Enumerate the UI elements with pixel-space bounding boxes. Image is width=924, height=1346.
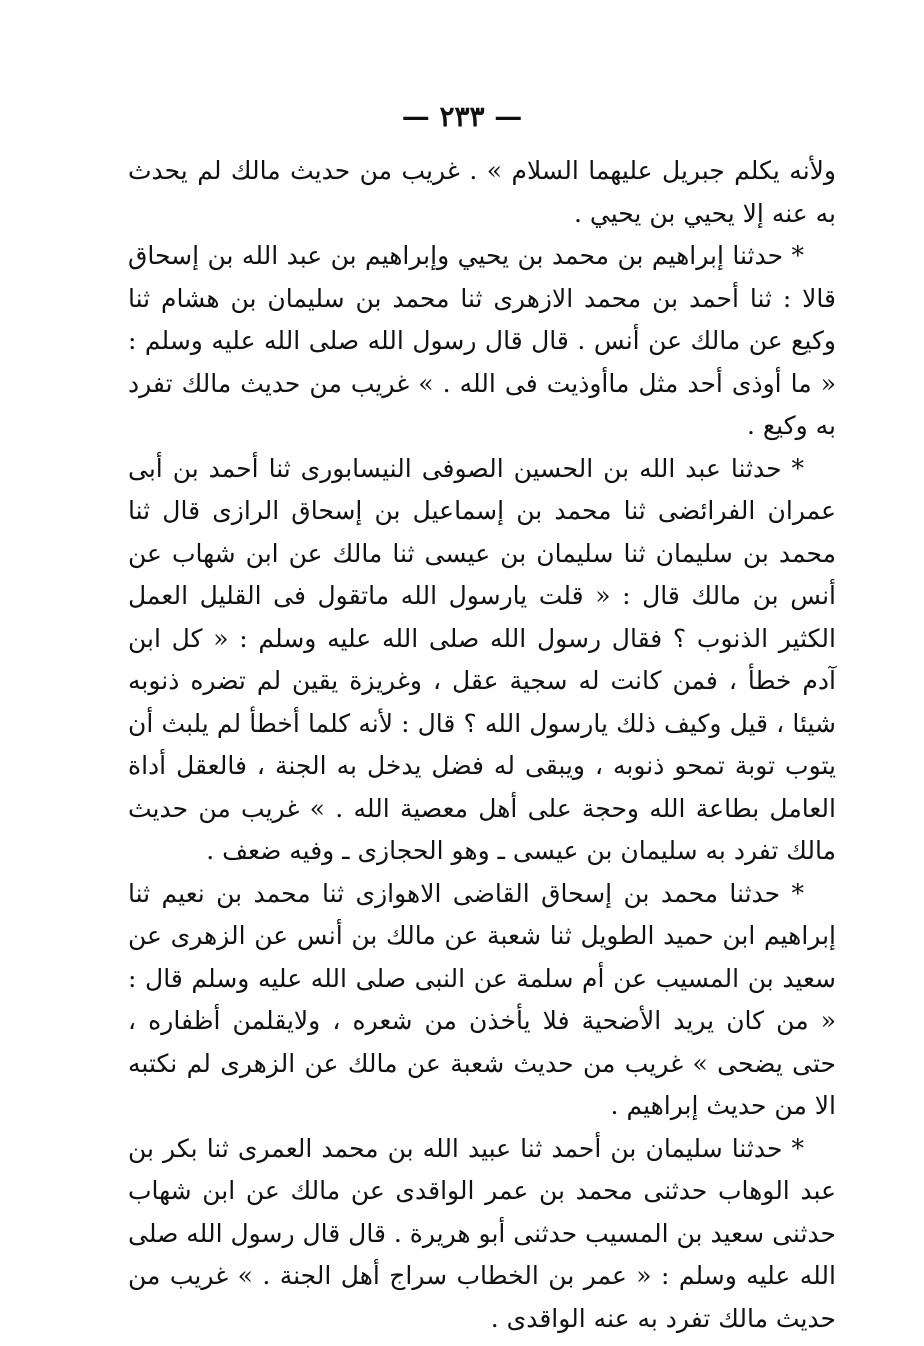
paragraph-hadith-4: * حدثنا سليمان بن أحمد ثنا عبيد الله بن محمد العمرى ثنا بكر بن عبد الوهاب حدثنى محمد بن عمر الواقدى عن مالك عن ابن شهاب حدثنى سعيد بن المسيب حدثنى أبو هريرة . قال قال رسول الله صلى الله عليه وسلم : « عمر بن الخطاب سراج أهل الجنة . » غريب من حديث مالك تفرد به عنه الواقدى . [127, 1133, 836, 1333]
main-text [128, 150, 836, 1340]
paragraph-hadith-2: * حدثنا عبد الله بن الحسين الصوفى النيسابورى ثنا أحمد بن أبى عمران الفرائضى ثنا محمد بن إسماعيل بن إسحاق الرازى قال ثنا محمد بن سليمان ثنا سليمان بن عيسى ثنا مالك عن ابن شهاب عن أنس بن مالك قال : « قلت يارسول الله ماتقول فى القليل العمل الكثير الذنوب ؟ فقال رسول الله صلى الله عليه وسلم : « كل ابن آدم خطأ ، فمن كانت له سجية عقل ، وغريزة يقين لم تضره ذنوبه شيئا ، قيل وكيف ذلك يارسول الله ؟ قال : لأنه كلما أخطأ لم يلبث أن يتوب توبة تمحو ذنوبه ، ويبقى له فضل يدخل به الجنة ، فالعقل أداة العامل بطاعة الله وحجة على أهل معصية الله . » غريب من حديث مالك تفرد به سليمان بن عيسى ـ وهو الحجازى ـ وفيه ضعف . [128, 453, 836, 865]
paragraph-hadith-1: * حدثنا إبراهيم بن محمد بن يحيي وإبراهيم بن عبد الله بن إسحاق قالا : ثنا أحمد بن محمد الازهرى ثنا محمد بن سليمان بن هشام ثنا وكيع عن مالك عن أنس . قال قال رسول الله صلى الله عليه وسلم : « ما أوذى أحد مثل ماأوذيت فى الله . » غريب من حديث مالك تفرد به وكيع . [128, 241, 836, 440]
paragraph-hadith-3: * حدثنا محمد بن إسحاق القاضى الاهوازى ثنا محمد بن نعيم ثنا إبراهيم ابن حميد الطويل ثنا شعبة عن مالك بن أنس عن الزهرى عن سعيد بن المسيب عن أم سلمة عن النبى صلى الله عليه وسلم قال : « من كان يريد الأضحية فلا يأخذن من شعره ، ولايقلمن أظفاره ، حتى يضحى » غريب من حديث شعبة عن مالك عن الزهرى لم نكتبه الا من حديث إبراهيم . [128, 878, 836, 1120]
page-number: — ٢٣٣ — [401, 100, 523, 133]
paragraph-continuation: ولأنه يكلم جبريل عليهما السلام » . غريب من حديث مالك لم يحدث به عنه إلا يحيي بن يحيي . [128, 156, 836, 228]
